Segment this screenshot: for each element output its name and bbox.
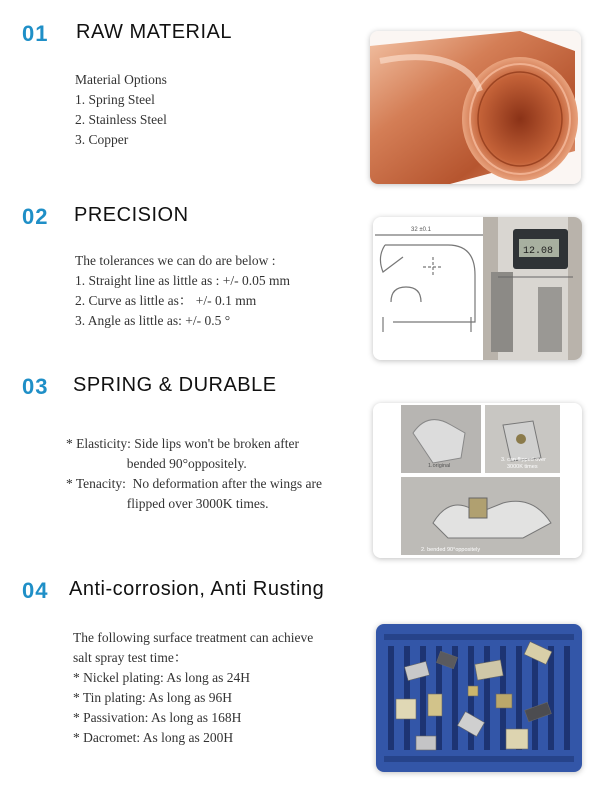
text-line: 1. Spring Steel: [75, 92, 155, 107]
drawing-and-caliper-photo: [373, 217, 582, 360]
text-line: 1. Straight line as little as : +/- 0.05 mm: [75, 273, 290, 288]
plated-parts-basket-photo: [376, 624, 582, 772]
caliper-readout: 12.08: [523, 246, 554, 257]
text-line: * Passivation: As long as 168H: [73, 710, 242, 725]
text-line: * Tin plating: As long as 96H: [73, 690, 233, 705]
section-title: SPRING & DURABLE: [73, 374, 277, 396]
text-line: * Dacromet: As long as 200H: [73, 730, 234, 745]
text-line: 3. Copper: [75, 132, 129, 147]
section-precision: [0, 195, 600, 370]
text-line: bended 90°oppositely.: [66, 456, 247, 471]
label-line: 3000K times: [507, 464, 538, 470]
drawing-dimension-label: 32 ±0.1: [411, 227, 431, 233]
section-number: 02: [22, 204, 49, 229]
section-number: 03: [22, 374, 49, 399]
section-number: 01: [22, 21, 49, 46]
text-line: * Nickel plating: As long as 24H: [73, 670, 250, 685]
text-line: The following surface treatment can achieve: [73, 630, 314, 645]
photo-label-original: 1.original: [428, 463, 451, 469]
section-raw-material: [0, 0, 600, 195]
text-line: The tolerances we can do are below :: [75, 253, 276, 268]
section-title: Anti-corrosion, Anti Rusting: [69, 578, 325, 600]
spring-clip-photo: [373, 403, 582, 558]
text-line: salt spray test time：: [73, 650, 188, 665]
photo-label-bended: 2. bended 90°oppositely: [421, 547, 481, 553]
text-line: 2. Curve as little as： +/- 0.1 mm: [75, 293, 257, 308]
text-line: * Tenacity: No deformation after the wings are: [66, 476, 322, 491]
section-spring-durable: [0, 370, 600, 565]
text-line: flipped over 3000K times.: [66, 496, 269, 511]
text-line: 2. Stainless Steel: [75, 112, 167, 127]
section-text: [66, 434, 322, 514]
section-anti-corrosion: [0, 565, 600, 800]
section-number: 04: [22, 578, 49, 603]
section-title: RAW MATERIAL: [76, 21, 233, 43]
section-text: [75, 251, 290, 331]
section-text: [73, 628, 313, 748]
text-line: * Elasticity: Side lips won't be broken after: [66, 436, 300, 451]
text-line: Material Options: [75, 72, 167, 87]
section-text: [75, 70, 167, 150]
label-line: 3. can flipped over: [501, 457, 546, 463]
section-title: PRECISION: [74, 204, 189, 226]
copper-coil-photo: [370, 31, 581, 184]
text-line: 3. Angle as little as: +/- 0.5 °: [75, 313, 231, 328]
